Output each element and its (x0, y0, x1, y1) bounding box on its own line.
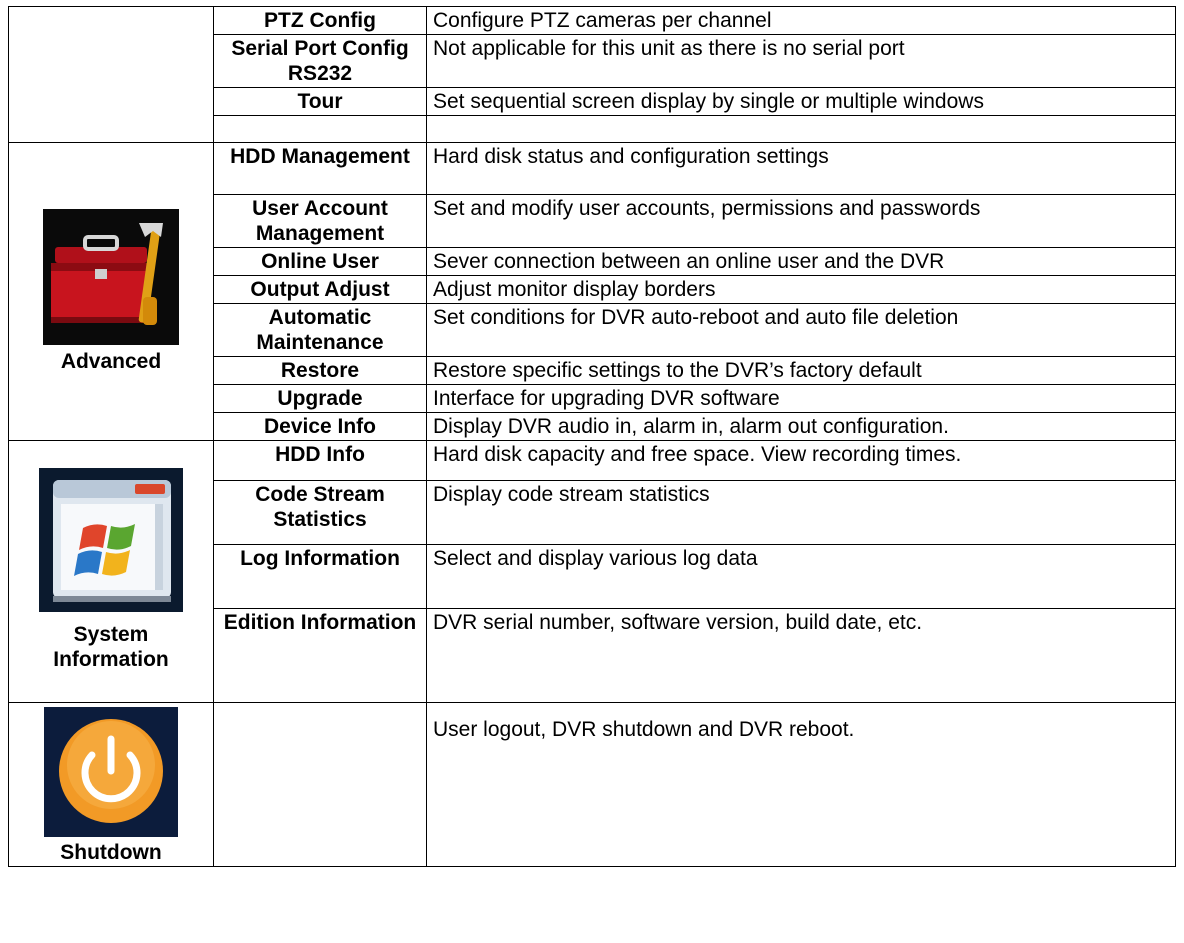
menu-item-name (214, 703, 427, 867)
table-row (9, 143, 1176, 195)
menu-item-description: Configure PTZ cameras per channel (427, 7, 1176, 35)
menu-item-name: Output Adjust (214, 276, 427, 304)
menu-item-description: Restore specific settings to the DVR’s factory default (427, 357, 1176, 385)
menu-item-name (214, 35, 427, 88)
menu-item-description: DVR serial number, software version, build date, etc. (427, 609, 1176, 703)
section-system-information-cell (9, 441, 214, 703)
menu-item-name: Device Info (214, 413, 427, 441)
menu-item-description: Not applicable for this unit as there is no serial port (427, 35, 1176, 88)
menu-item-name: HDD Info (214, 441, 427, 481)
power-icon (44, 707, 178, 837)
section-shutdown-cell (9, 703, 214, 867)
table-row (9, 7, 1176, 35)
table-row (9, 703, 1176, 867)
menu-item-description: User logout, DVR shutdown and DVR reboot. (427, 703, 1176, 867)
menu-item-name: Restore (214, 357, 427, 385)
menu-reference-table (8, 6, 1176, 867)
menu-item-name-text: Serial Port Config RS232 (231, 37, 409, 85)
toolbox-icon (43, 209, 179, 345)
table-row (9, 441, 1176, 481)
menu-item-name: Automatic Maintenance (214, 304, 427, 357)
menu-item-description: Set and modify user accounts, permissions and passwords (427, 195, 1176, 248)
section-label-shutdown: Shutdown (60, 841, 162, 864)
menu-item-description: Set sequential screen display by single or multiple windows (427, 88, 1176, 116)
menu-item-description: Hard disk capacity and free space. View recording times. (427, 441, 1176, 481)
menu-item-name: Tour (214, 88, 427, 116)
menu-item-name: Upgrade (214, 385, 427, 413)
section-label-system-information: System Information (53, 623, 169, 671)
section-blank-cell (9, 7, 214, 143)
menu-item-description: Select and display various log data (427, 545, 1176, 609)
menu-item-description: Display DVR audio in, alarm in, alarm out configuration. (427, 413, 1176, 441)
section-advanced-cell (9, 143, 214, 441)
menu-item-description (427, 116, 1176, 143)
menu-item-name: PTZ Config (214, 7, 427, 35)
menu-item-description: Set conditions for DVR auto-reboot and auto file deletion (427, 304, 1176, 357)
menu-item-name: HDD Management (214, 143, 427, 195)
system-window-icon (39, 468, 183, 612)
menu-item-description: Hard disk status and configuration settings (427, 143, 1176, 195)
menu-item-description: Interface for upgrading DVR software (427, 385, 1176, 413)
menu-item-name: Edition Information (214, 609, 427, 703)
section-label-advanced: Advanced (60, 350, 162, 373)
menu-item-name: Log Information (214, 545, 427, 609)
menu-item-description: Display code stream statistics (427, 481, 1176, 545)
menu-item-description: Adjust monitor display borders (427, 276, 1176, 304)
menu-item-name: Code Stream Statistics (214, 481, 427, 545)
menu-item-name: Online User (214, 248, 427, 276)
menu-item-name: User Account Management (214, 195, 427, 248)
menu-item-description: Sever connection between an online user and the DVR (427, 248, 1176, 276)
menu-item-name (214, 116, 427, 143)
